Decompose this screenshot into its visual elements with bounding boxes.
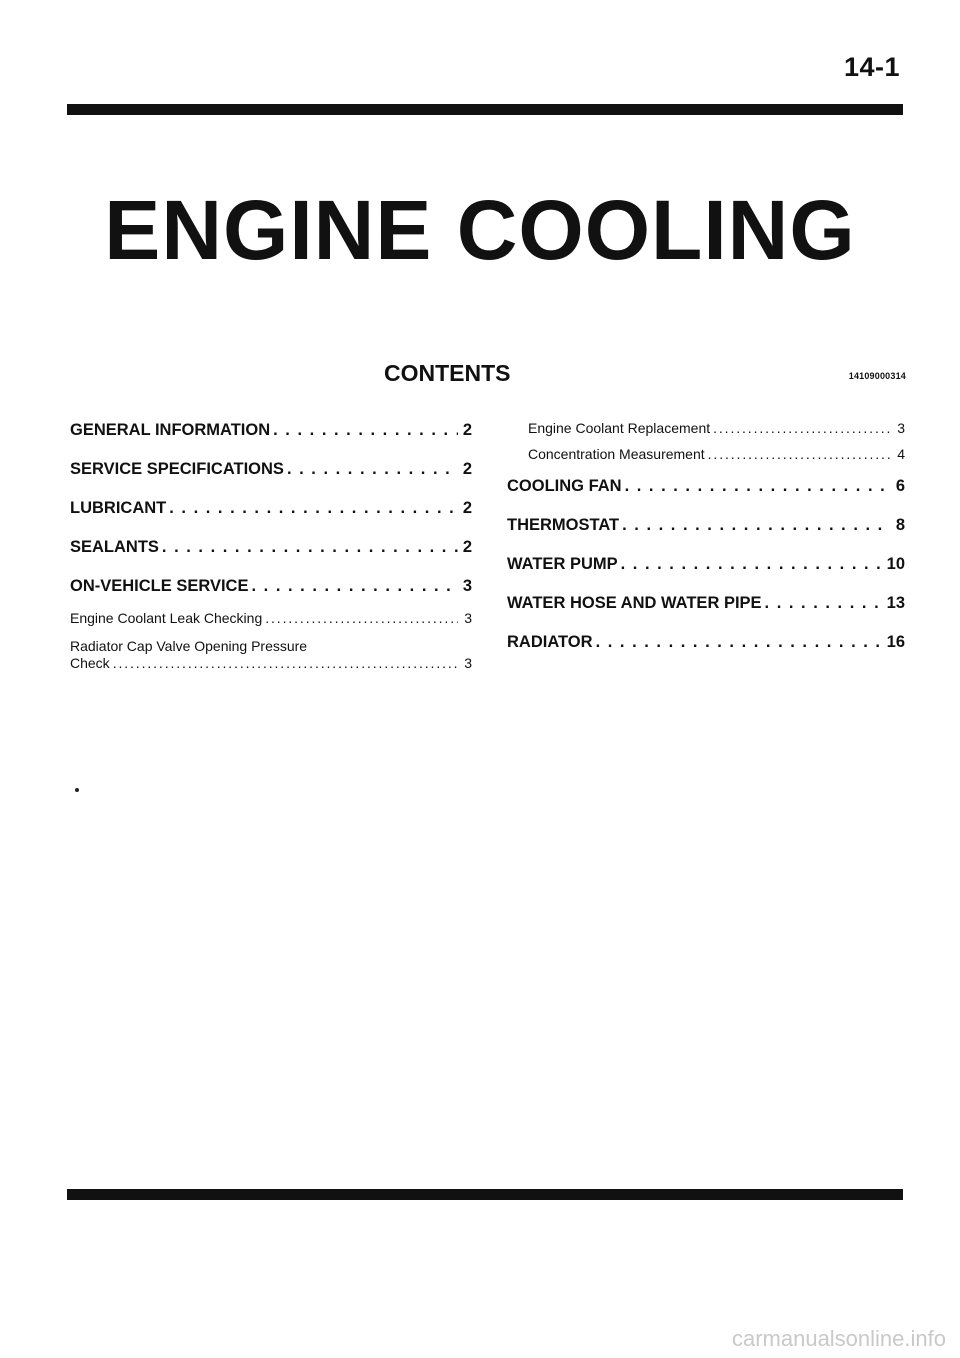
toc-entry-label: SERVICE SPECIFICATIONS (70, 460, 284, 478)
page-number: 14-1 (843, 52, 900, 82)
toc-entry[interactable] (70, 535, 472, 574)
toc-entry-page: 4 (897, 446, 905, 462)
toc-entry-page: 6 (895, 477, 905, 495)
toc-entry-page: 3 (462, 577, 472, 595)
dot-leader (622, 474, 891, 498)
toc-entry-label: ON-VEHICLE SERVICE (70, 577, 249, 595)
document-code: 14109000314 (848, 371, 906, 381)
toc-entry-page: 3 (464, 610, 472, 626)
dot-leader (262, 608, 458, 628)
dot-leader (248, 574, 458, 598)
toc-entry-label: WATER PUMP (507, 555, 618, 573)
toc-entry-label-line2: Check (70, 655, 110, 671)
dot-leader (619, 513, 891, 537)
toc-entry-label: THERMOSTAT (507, 516, 620, 534)
dot-leader (705, 444, 891, 464)
toc-entry-page: 2 (462, 421, 472, 439)
toc-entry[interactable] (70, 418, 472, 457)
toc-entry-label: WATER HOSE AND WATER PIPE (507, 594, 762, 612)
toc-entry-page: 2 (462, 499, 472, 517)
contents-heading: CONTENTS (384, 360, 511, 386)
stray-dot (75, 788, 79, 792)
toc-entry-page: 8 (895, 516, 905, 534)
watermark: carmanualsonline.info (731, 1326, 946, 1351)
dot-leader (159, 535, 458, 559)
toc-entry[interactable] (507, 513, 905, 552)
toc-entry-label: LUBRICANT (70, 499, 167, 517)
toc-right-column (507, 418, 905, 669)
toc-entry[interactable] (507, 591, 905, 630)
toc-entry-label: SEALANTS (70, 538, 159, 556)
dot-leader (618, 552, 887, 576)
toc-entry-label: Concentration Measurement (528, 446, 705, 462)
toc-entry-label: COOLING FAN (507, 477, 622, 495)
toc-entry[interactable] (507, 630, 905, 669)
dot-leader (710, 418, 891, 438)
toc-entry[interactable] (70, 574, 472, 608)
toc-entry-line2 (70, 655, 472, 675)
toc-entry-page: 3 (897, 420, 905, 436)
toc-entry-label: GENERAL INFORMATION (70, 421, 271, 439)
toc-entry-page: 16 (886, 633, 905, 651)
dot-leader (762, 591, 887, 615)
toc-entry[interactable] (507, 552, 905, 591)
dot-leader (270, 418, 458, 442)
dot-leader (593, 630, 887, 654)
toc-entry-label: RADIATOR (507, 633, 593, 651)
toc-entry-page: 10 (886, 555, 905, 573)
toc-entry-label: Engine Coolant Replacement (528, 420, 711, 436)
dot-leader (284, 457, 458, 481)
bottom-rule (67, 1189, 903, 1200)
toc-entry-page: 2 (462, 460, 472, 478)
dot-leader (166, 496, 458, 520)
toc-entry-page: 13 (886, 594, 905, 612)
toc-sub-entry-multiline[interactable] (70, 638, 472, 675)
toc-entry[interactable] (70, 457, 472, 496)
toc-entry-page: 3 (464, 655, 472, 671)
toc-entry-label: Engine Coolant Leak Checking (70, 610, 263, 626)
toc-entry[interactable] (507, 474, 905, 513)
toc-left-column (70, 418, 472, 675)
main-title: ENGINE COOLING (104, 183, 856, 277)
dot-leader (110, 655, 458, 672)
toc-entry-label-line1: Radiator Cap Valve Opening Pressure (70, 638, 308, 654)
toc-sub-entry[interactable] (70, 608, 472, 638)
toc-entry-page: 2 (462, 538, 472, 556)
toc-sub-entry[interactable] (528, 418, 905, 444)
toc-sub-entry[interactable] (528, 444, 905, 474)
toc-entry[interactable] (70, 496, 472, 535)
top-rule (67, 104, 903, 115)
